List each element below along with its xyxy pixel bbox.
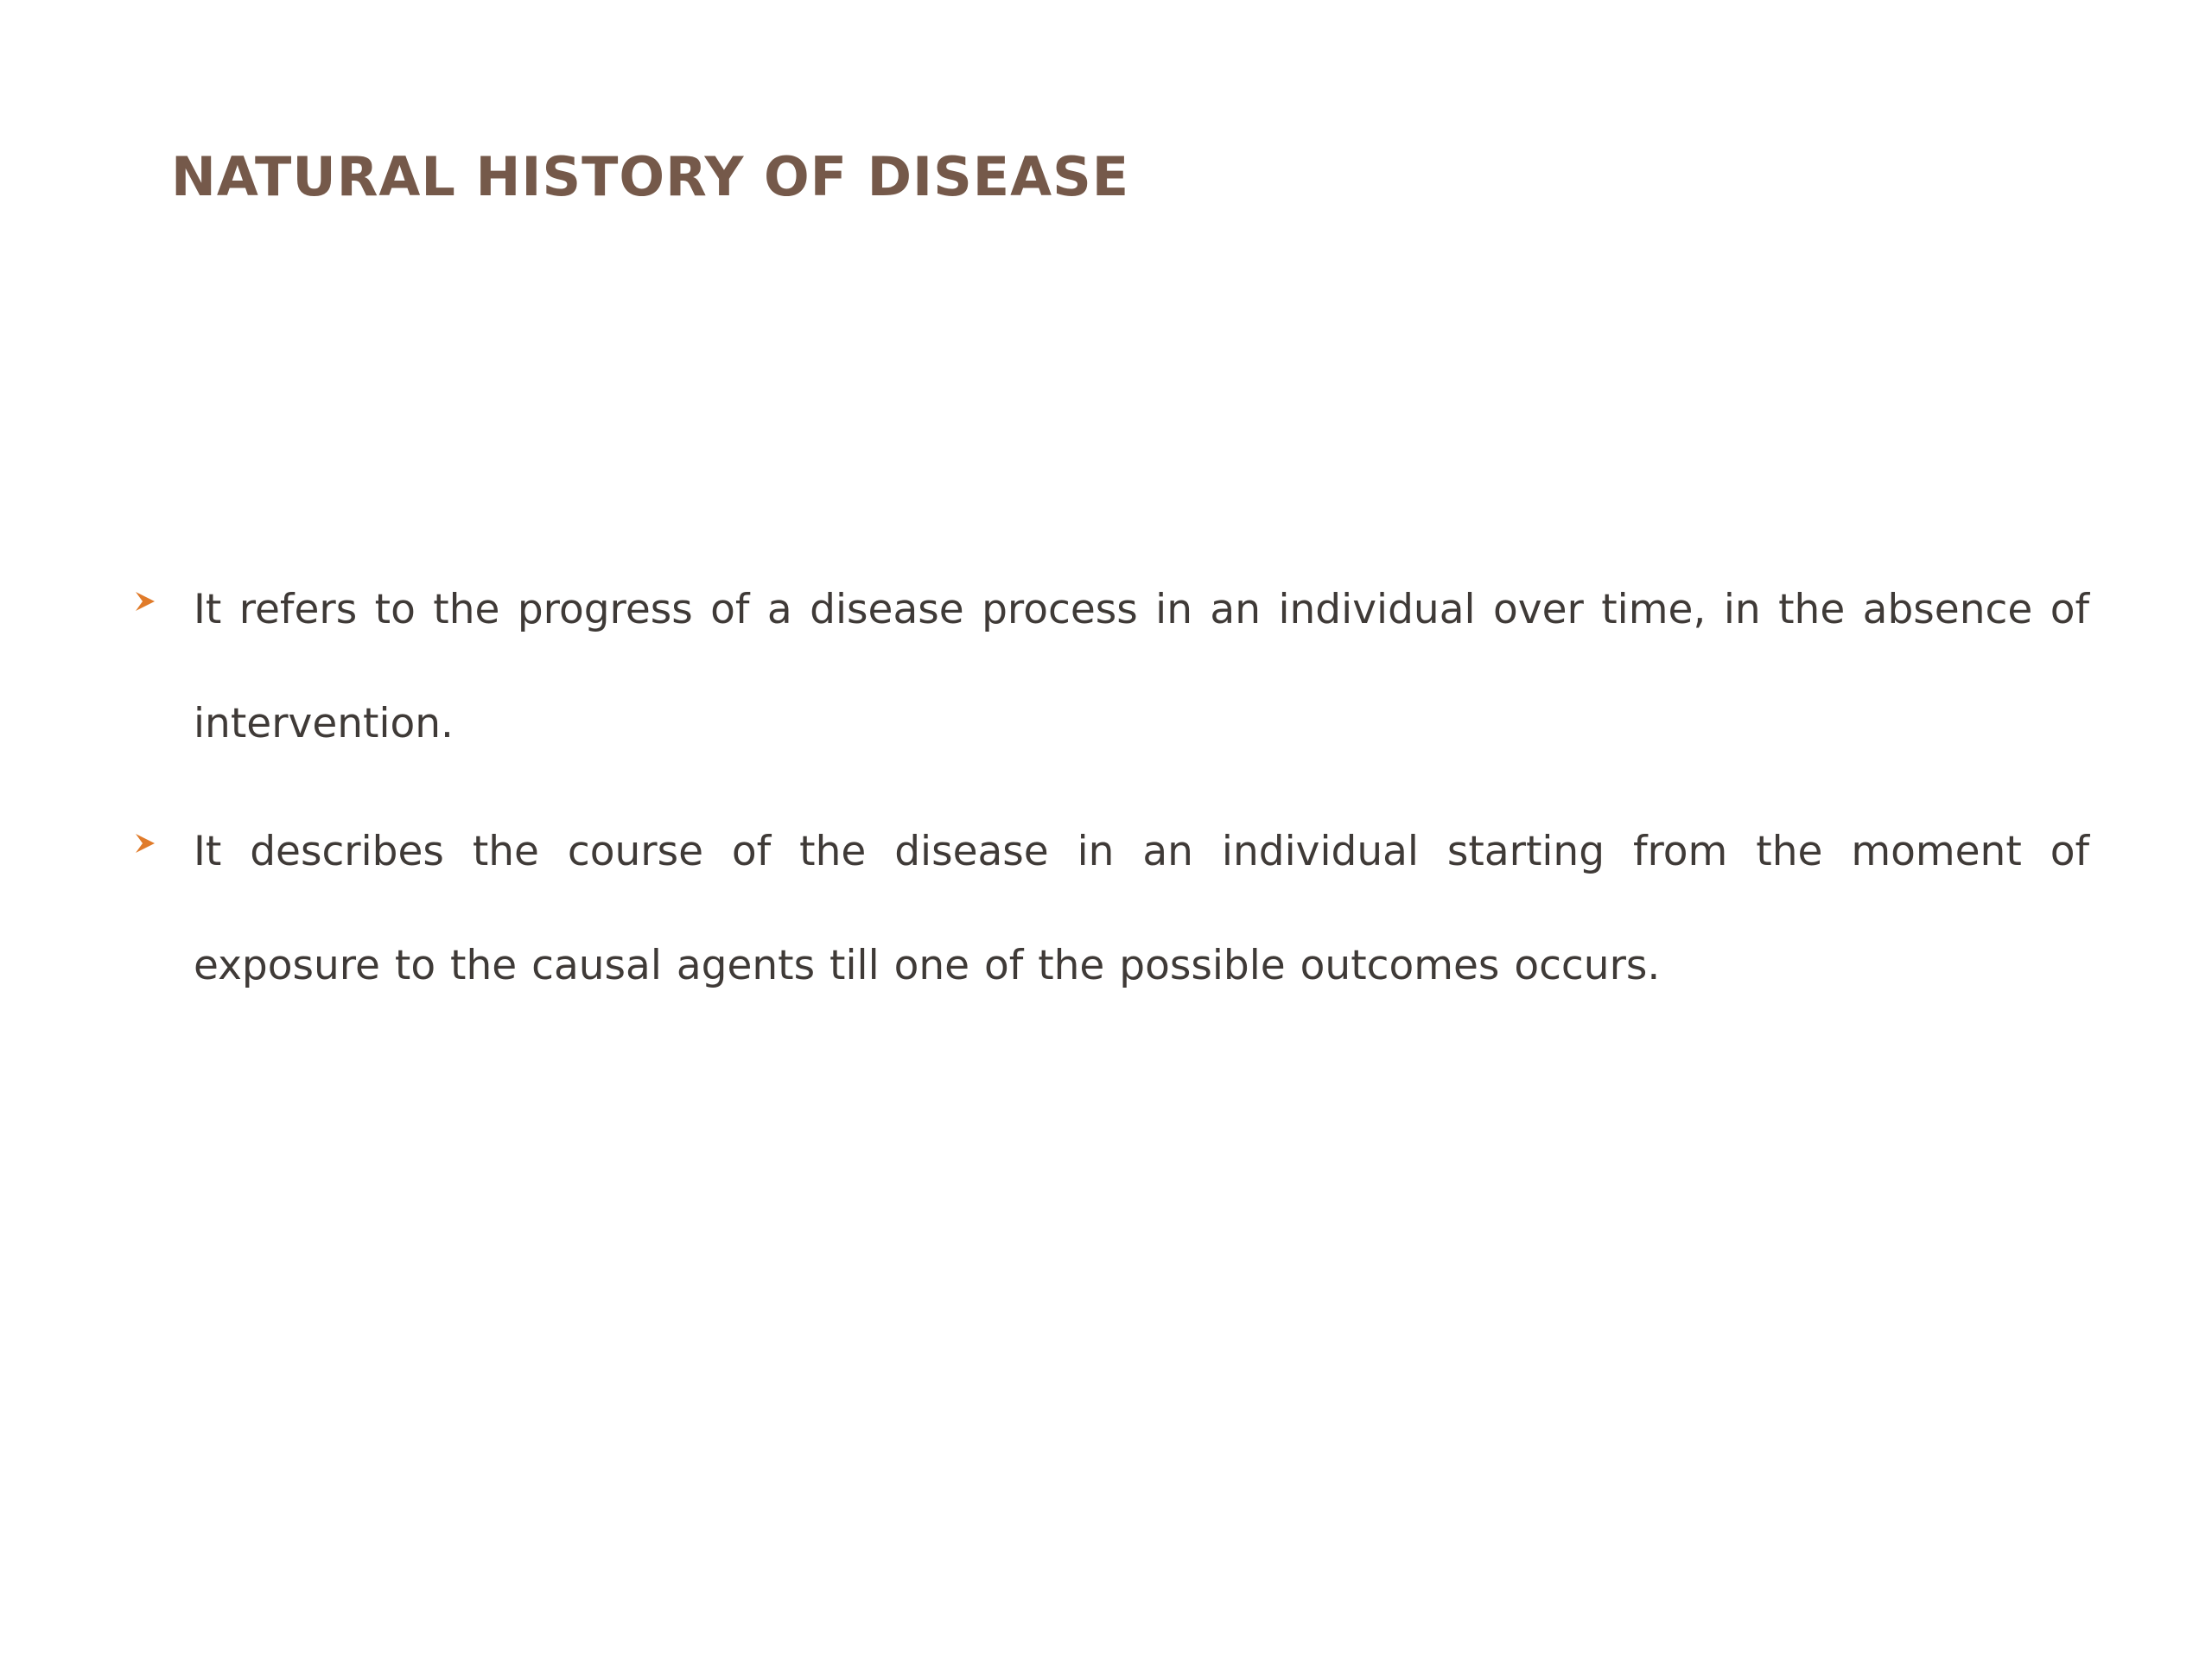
- slide-title: NATURAL HISTORY OF DISEASE: [171, 145, 1130, 208]
- arrowhead-bullet-icon: [134, 832, 156, 855]
- bullet-list: [134, 553, 2089, 1037]
- bullet-item-2: [134, 795, 2089, 1023]
- bullet-text-1: It refers to the progress of a disease process in an individual over time, in the absence of intervention.: [194, 586, 2089, 747]
- arrowhead-bullet-icon: [134, 590, 156, 613]
- bullet-text-2: It describes the course of the disease in an individual starting from the moment of exposure to the causal agents till one of the possible outcomes occurs.: [194, 828, 2089, 989]
- bullet-item-1: [134, 553, 2089, 781]
